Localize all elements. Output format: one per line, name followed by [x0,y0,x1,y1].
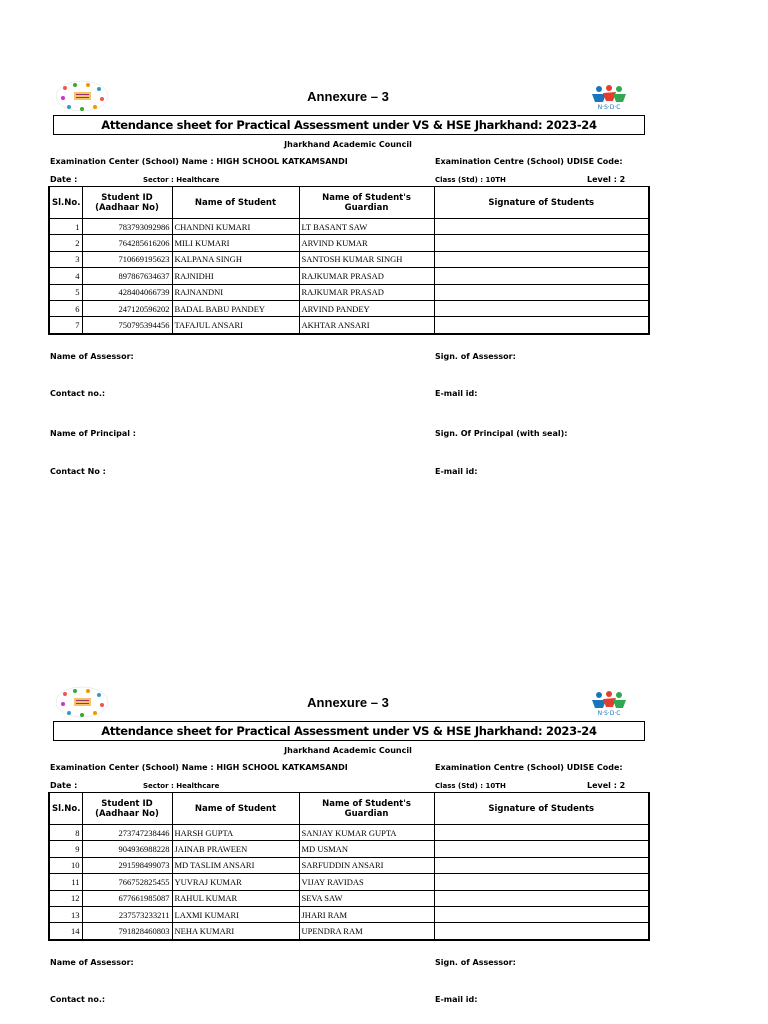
sl-cell: 1 [49,219,82,235]
table-row [49,906,649,922]
table-row [49,235,649,251]
sl-cell: 2 [49,235,82,251]
principal-email-label: E-mail id: [435,467,478,476]
exam-center-name: Examination Center (School) Name : HIGH SCHOOL KATKAMSANDI [50,157,348,166]
student-name-cell: YUVRAJ KUMAR [172,874,299,890]
sl-cell: 13 [49,906,82,922]
table-row [49,890,649,906]
table-row [49,219,649,235]
signature-cell [434,235,649,251]
class-label: Class (Std) : 10TH [435,176,506,184]
nsdc-logo-icon [576,688,642,718]
assessor-name-label: Name of Assessor: [50,352,134,361]
student-id-cell: 904936988228 [82,841,172,857]
signature-cell [434,300,649,316]
col-student-id-header: Student ID (Aadhaar No) [82,793,172,825]
student-id-cell: 237573233211 [82,906,172,922]
assessor-sign-label: Sign. of Assessor: [435,352,516,361]
assessor-email-label: E-mail id: [435,389,478,398]
student-name-cell: CHANDNI KUMARI [172,219,299,235]
guardian-name-cell: VIJAY RAVIDAS [299,874,434,890]
svg-text:N·S·D·C: N·S·D·C [597,104,621,111]
guardian-name-cell: RAJKUMAR PRASAD [299,268,434,284]
council-name: Jharkhand Academic Council [284,746,412,755]
assessor-sign-label: Sign. of Assessor: [435,958,516,967]
student-name-cell: RAHUL KUMAR [172,890,299,906]
table-row [49,874,649,890]
guardian-name-cell: LT BASANT SAW [299,219,434,235]
student-id-cell: 764285616206 [82,235,172,251]
guardian-name-cell: UPENDRA RAM [299,923,434,940]
principal-sign-label: Sign. Of Principal (with seal): [435,429,568,438]
signature-cell [434,219,649,235]
sl-cell: 3 [49,251,82,267]
nsdc-logo-icon [576,82,642,112]
table-body [49,219,649,334]
col-signature-header: Signature of Students [434,187,649,219]
table-header-row [49,793,649,825]
class-label: Class (Std) : 10TH [435,782,506,790]
student-id-cell: 428404066739 [82,284,172,300]
guardian-name-cell: AKHTAR ANSARI [299,317,434,334]
student-name-cell: JAINAB PRAWEEN [172,841,299,857]
col-sl-header: Sl.No. [49,187,82,219]
student-id-cell: 710669195623 [82,251,172,267]
sl-cell: 4 [49,268,82,284]
col-name-header: Name of Student [172,187,299,219]
table-row [49,825,649,841]
assessor-contact-label: Contact no.: [50,389,106,398]
assessor-contact-label: Contact no.: [50,995,106,1004]
guardian-name-cell: SEVA SAW [299,890,434,906]
student-name-cell: KALPANA SINGH [172,251,299,267]
student-id-cell: 247120596202 [82,300,172,316]
signature-cell [434,906,649,922]
exam-center-name: Examination Center (School) Name : HIGH SCHOOL KATKAMSANDI [50,763,348,772]
guardian-name-cell: SANJAY KUMAR GUPTA [299,825,434,841]
guardian-name-cell: RAJKUMAR PRASAD [299,284,434,300]
student-name-cell: MD TASLIM ANSARI [172,857,299,873]
sl-cell: 10 [49,857,82,873]
student-name-cell: RAJNANDNI [172,284,299,300]
student-id-cell: 897867634637 [82,268,172,284]
table-row [49,284,649,300]
signature-cell [434,874,649,890]
student-name-cell: HARSH GUPTA [172,825,299,841]
col-name-header: Name of Student [172,793,299,825]
level-label: Level : 2 [587,175,626,184]
sl-cell: 7 [49,317,82,334]
guardian-name-cell: SARFUDDIN ANSARI [299,857,434,873]
council-name: Jharkhand Academic Council [284,140,412,149]
udise-code-label: Examination Centre (School) UDISE Code: [435,157,623,166]
student-id-cell: 766752825455 [82,874,172,890]
sector-label: Sector : Healthcare [143,176,220,184]
sector-label: Sector : Healthcare [143,782,220,790]
principal-name-label: Name of Principal : [50,429,136,438]
sl-cell: 8 [49,825,82,841]
sheet-title: Attendance sheet for Practical Assessment under VS & HSE Jharkhand: 2023-24 [53,115,645,135]
student-id-cell: 677661985087 [82,890,172,906]
sl-cell: 5 [49,284,82,300]
student-name-cell: TAFAJUL ANSARI [172,317,299,334]
signature-cell [434,857,649,873]
date-label: Date : [50,175,78,184]
table-row [49,317,649,334]
student-id-cell: 273747238446 [82,825,172,841]
signature-cell [434,923,649,940]
sl-cell: 6 [49,300,82,316]
table-row [49,268,649,284]
student-id-cell: 783793092986 [82,219,172,235]
table-row [49,841,649,857]
sl-cell: 12 [49,890,82,906]
student-id-cell: 791828460803 [82,923,172,940]
table-row [49,300,649,316]
col-sl-header: Sl.No. [49,793,82,825]
table-row [49,857,649,873]
guardian-name-cell: SANTOSH KUMAR SINGH [299,251,434,267]
signature-cell [434,284,649,300]
table-row [49,923,649,940]
table-body [49,825,649,940]
attendance-table [48,792,650,941]
sl-cell: 11 [49,874,82,890]
sheet-title: Attendance sheet for Practical Assessment under VS & HSE Jharkhand: 2023-24 [53,721,645,741]
udise-code-label: Examination Centre (School) UDISE Code: [435,763,623,772]
date-label: Date : [50,781,78,790]
sl-cell: 14 [49,923,82,940]
guardian-name-cell: ARVIND PANDEY [299,300,434,316]
student-id-cell: 750795394456 [82,317,172,334]
student-name-cell: RAJNIDHI [172,268,299,284]
signature-cell [434,268,649,284]
annexure-heading: Annexure – 3 [307,695,389,710]
guardian-name-cell: ARVIND KUMAR [299,235,434,251]
svg-text:N·S·D·C: N·S·D·C [597,710,621,717]
signature-cell [434,890,649,906]
col-student-id-header: Student ID (Aadhaar No) [82,187,172,219]
student-name-cell: NEHA KUMARI [172,923,299,940]
signature-cell [434,317,649,334]
signature-cell [434,251,649,267]
student-name-cell: MILI KUMARI [172,235,299,251]
student-name-cell: BADAL BABU PANDEY [172,300,299,316]
guardian-name-cell: JHARI RAM [299,906,434,922]
assessor-email-label: E-mail id: [435,995,478,1004]
assessor-name-label: Name of Assessor: [50,958,134,967]
col-guardian-header: Name of Student's Guardian [299,187,434,219]
table-header-row [49,187,649,219]
student-id-cell: 291598499073 [82,857,172,873]
annexure-heading: Annexure – 3 [307,89,389,104]
principal-contact-label: Contact No : [50,467,106,476]
guardian-name-cell: MD USMAN [299,841,434,857]
sl-cell: 9 [49,841,82,857]
signature-cell [434,841,649,857]
attendance-table [48,186,650,335]
student-name-cell: LAXMI KUMARI [172,906,299,922]
table-row [49,251,649,267]
col-signature-header: Signature of Students [434,793,649,825]
signature-cell [434,825,649,841]
level-label: Level : 2 [587,781,626,790]
col-guardian-header: Name of Student's Guardian [299,793,434,825]
